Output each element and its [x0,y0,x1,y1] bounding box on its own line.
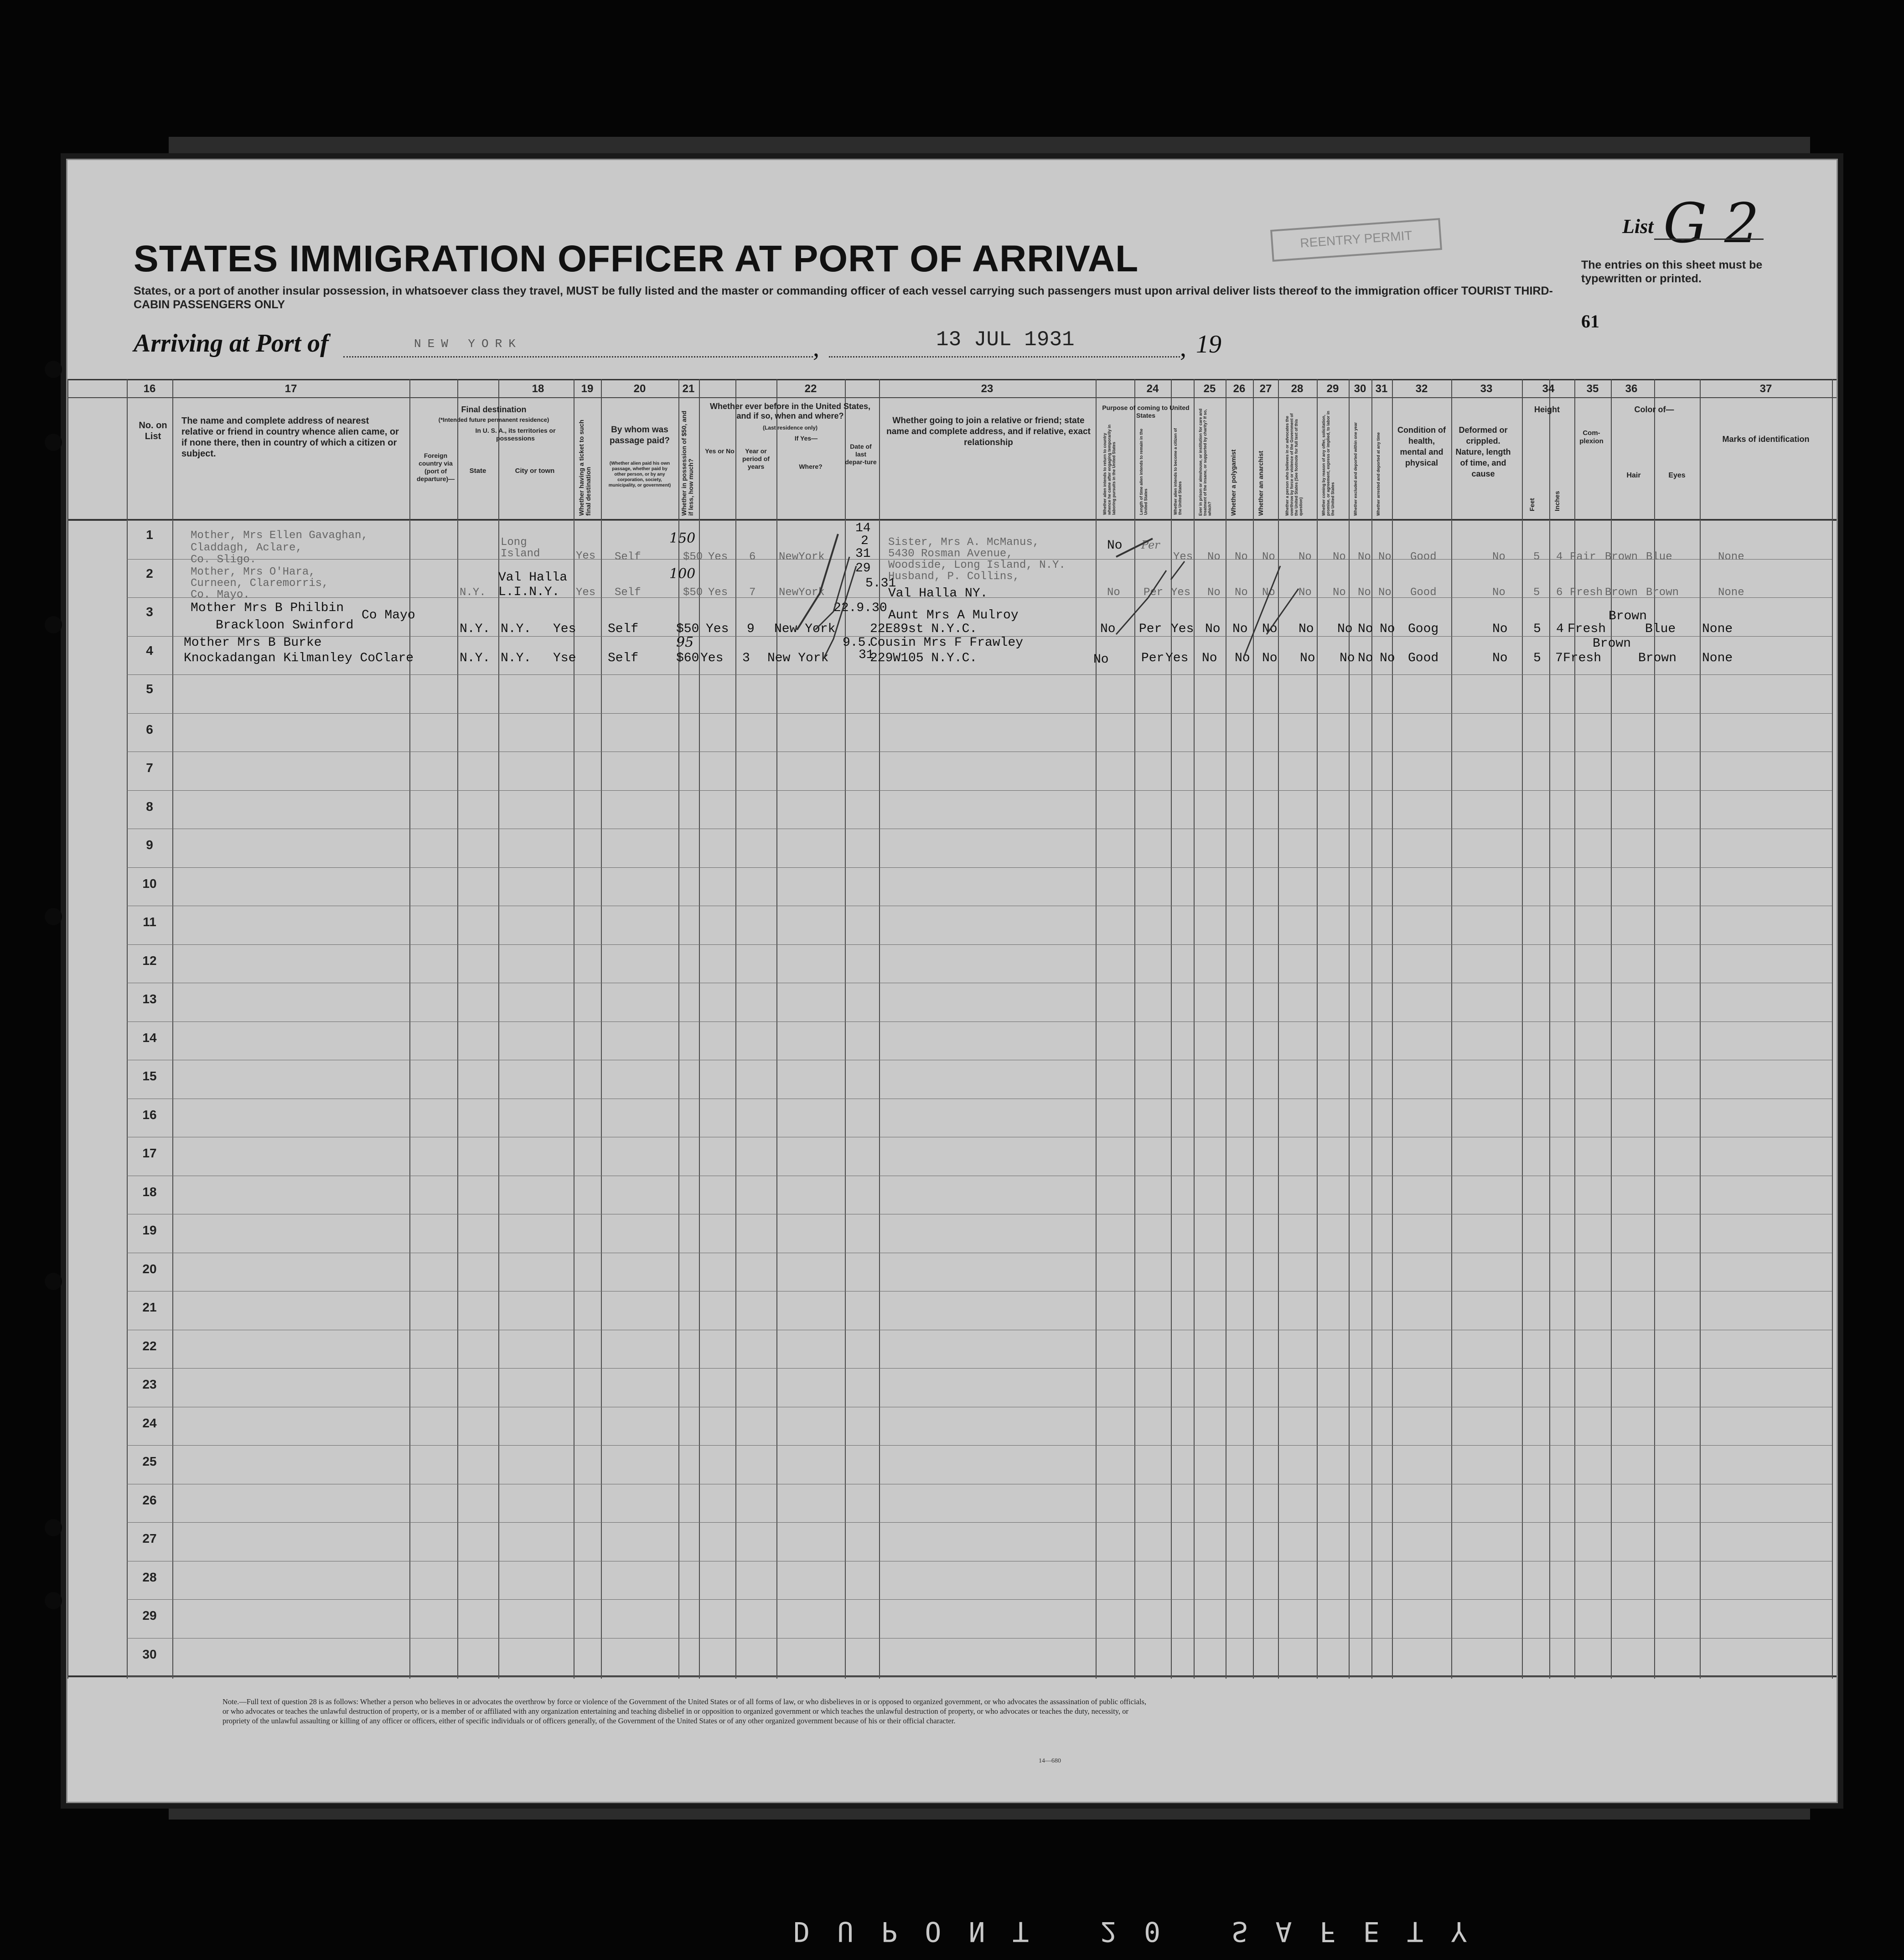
row-rule [127,1522,1832,1523]
entry-4-date-line-1: 9.5. [843,636,874,650]
row-rule [127,713,1832,714]
column-number: 34 [1542,383,1555,395]
entry-3-q30: No [1358,622,1373,636]
film-edge-text: DUPONT 20 SAFETY [793,1915,1495,1947]
entry-4-purpose-length: Per [1141,651,1164,665]
header-overthrow: Whether a person who believes in or advocates the overthrow by force or violence of the Government of the United States (See footnote for full text of this question) [1285,413,1303,516]
entry-4-before-yes: Yes [700,651,724,665]
row-rule [127,790,1832,791]
column-number: 18 [532,383,544,395]
list-label: List [1622,215,1654,238]
entry-4-eyes: Brown [1638,651,1677,665]
entry-3-inches: 4 [1556,622,1564,636]
column-number: 30 [1354,383,1366,395]
row-number: 25 [142,1454,157,1468]
entry-3-relative-line-1: Mother Mrs B Philbin [191,601,344,615]
header-years: Year or period of years [742,447,770,470]
entry-2-city-line-2: L.I.N.Y. [498,585,560,599]
column-number: 16 [143,383,156,395]
entry-2-purpose-return: No [1107,586,1120,599]
header-foreign-country: Foreign country via (port of departure)— [416,452,455,482]
entry-1-relative-line-1: Mother, Mrs Ellen Gavaghan, [191,529,368,542]
entry-1-q25: No [1207,551,1221,563]
pencil-checkmarks [788,520,1335,671]
header-polygamist: Whether a polygamist [1230,449,1237,516]
row-number: 21 [142,1300,157,1314]
header-where: Where? [799,463,823,470]
row-rule [127,944,1832,945]
entry-2-relative-line-1: Mother, Mrs O'Hara, [191,566,316,578]
entry-4-q26: No [1235,651,1250,665]
entry-4-q29: No [1340,651,1355,665]
entry-3-years: 9 [747,622,755,636]
entry-2-money-note: 100 [669,566,696,582]
entry-3-q28: No [1299,622,1314,636]
entry-1-complexion: Fair [1570,551,1596,563]
row-number: 5 [146,682,153,696]
entry-3-q26: No [1232,622,1248,636]
entry-4-purpose-return: No [1093,653,1109,667]
entry-3-marks: None [1702,622,1733,636]
entry-2-q25: No [1207,586,1221,599]
manifest-table [67,379,1837,1679]
column-number: 24 [1146,383,1159,395]
entry-1-ticket: Yes [576,550,596,562]
entry-3-deformed: No [1492,622,1508,636]
entry-4-relative-line-1: Mother Mrs B Burke [184,636,322,650]
entry-2-marks: None [1718,586,1744,599]
row-number: 23 [142,1377,157,1391]
header-inches: Inches [1553,491,1561,511]
row-number: 7 [146,761,153,775]
row-number: 14 [142,1030,157,1045]
header-complexion: Com-plexion [1579,429,1604,445]
row-rule [127,1676,1832,1677]
column-number: 19 [581,383,594,395]
entry-3-hair: Brown [1609,609,1647,623]
header-no-on-list: No. on List [139,420,167,441]
row-number: 2 [146,566,153,581]
row-number: 20 [142,1261,157,1276]
row-number: 9 [146,838,153,852]
entry-2-date-line-2: 5.31 [865,576,896,591]
row-rule [127,1599,1832,1600]
column-number: 29 [1326,383,1339,395]
row-number: 30 [142,1647,157,1661]
sheet-number: 61 [1581,311,1599,332]
entry-1-q31: No [1378,551,1392,563]
row-number: 29 [142,1608,157,1623]
list-value: G 2 [1663,192,1759,255]
manifest-sheet [66,159,1838,1803]
column-number: 26 [1233,383,1246,395]
port-name: NEW YORK [414,337,522,351]
entry-2-relative-line-3: Co. Mayo. [191,589,250,601]
column-number: 22 [804,383,817,395]
footnote-question-28: Note.—Full text of question 28 is as follows: Whether a person who believes in or advocates the overthrow by force or violence of the Government of the United States or of all forms of law, or who disbelieves in or is opposed to organized government, or who advocates the assassination of public officials, or who advocates or teaches the unlawful destruction of property, or is a member of or affiliated with any organization entertaining and teaching disbelief in or opposition to organized government or which teaches the unlawful destruction of property, or who advocates or teaches the duty, necessity, or propriety of the unlawful assaulting or killing of any officer or officers, either of specific individuals or of officers generally, of the Government of the United States or of any other organized government because of his or their official character. [222,1697,1147,1725]
entry-2-city-line-1: Val Halla [498,570,568,585]
entry-2-where: NewYork [779,586,825,599]
entry-1-join-line-3: Woodside, Long Island, N.Y. [888,559,1066,571]
column-number: 32 [1415,383,1428,395]
column-number: 37 [1759,383,1772,395]
row-number: 11 [143,915,156,929]
entry-3-q31: No [1380,622,1395,636]
entry-3-city: N.Y. [501,622,532,636]
entry-1-date-line-1: 14 [855,521,871,535]
header-purpose-citizen: Whether alien intends to become a citizen of the United States [1173,428,1182,515]
entry-2-feet: 5 [1533,586,1540,599]
entry-1-city-line-2: Island [501,548,540,560]
entry-4-purpose-citizen: Yes [1165,651,1189,665]
header-hair: Hair [1626,472,1641,479]
entry-1-q29: No [1333,551,1346,563]
row-rule [127,1445,1832,1446]
entry-4-q28: No [1300,651,1315,665]
header-ever-before-in-us: Whether ever before in the United States, and if so, when and where? [709,402,871,420]
entry-1-purpose-return: No [1107,539,1123,553]
entry-4-where: New York [767,651,829,665]
entry-3-relative-county: Co Mayo [362,608,415,622]
entry-2-q28: No [1299,586,1312,599]
entry-4-inches: 7 [1555,651,1563,665]
entry-2-ticket: Yes [576,586,596,599]
reentry-permit-stamp: REENTRY PERMIT [1270,218,1442,262]
header-date-last-departure: Date of last depar-ture [845,443,877,466]
entry-3-money-note: 95 [676,634,694,650]
row-number: 15 [142,1069,157,1083]
entry-1-q30: No [1358,551,1371,563]
binder-hole [45,361,62,378]
binder-hole [45,908,62,925]
header-deformed: Deformed or crippled. Nature, length of time, and cause [1455,425,1511,478]
row-number: 1 [146,528,153,542]
header-purpose-length: Length of time alien intends to remain in the United States [1139,428,1148,515]
entry-2-health: Good [1410,586,1437,599]
entry-4-join-line-1: Cousin Mrs F Frawley [870,636,1024,650]
entry-1-relative-line-2: Claddagh, Aclare, [191,542,302,554]
header-anarchist: Whether an anarchist [1257,451,1264,516]
header-nearest-relative: The name and complete address of nearest relative or friend in country whence alien came, or if none there, then in country of which a citizen or subject. [181,416,399,459]
arrival-date-stamp: 13 JUL 1931 [936,328,1075,352]
header-passage-note: (Whether alien paid his own passage, whether paid by other person, or by any corporation, society, municipality, or government) [608,461,671,488]
entry-1-years: 6 [749,551,756,563]
row-number: 3 [146,605,153,619]
row-number: 12 [142,953,157,968]
row-number: 13 [142,992,157,1006]
row-number: 24 [142,1416,157,1430]
entry-3-where: New York [774,622,836,636]
entry-4-date-line-2: 31 [859,648,874,662]
entry-3-paid-by: Self [608,622,639,636]
entry-3-complexion: Fresh [1568,622,1606,636]
entry-3-q25: No [1205,622,1221,636]
entry-1-date-line-3: 31 [855,547,871,561]
row-number: 8 [146,799,153,814]
header-state: State [469,467,486,475]
entry-2-deformed: No [1492,586,1506,599]
header-yes-or-no: Yes or No [705,447,735,455]
entry-3-date: 22.9.30 [833,601,887,615]
entry-1-q28: No [1299,551,1312,563]
entry-4-feet: 5 [1533,651,1541,665]
header-prison: Ever in prison or almshouse, or institution for care and treatment of the insane, or supported by charity? If so, which? [1198,408,1212,516]
entry-2-years: 7 [749,586,756,599]
list-underline [1654,239,1764,240]
header-eyes: Eyes [1668,472,1686,479]
entry-4-paid-by: Self [608,651,639,665]
year-prefix: 19 [1196,330,1221,358]
column-number: 36 [1625,383,1638,395]
arriving-label: Arriving at Port of [134,329,329,358]
comma: , [813,334,819,362]
entry-1-health: Good [1410,551,1437,563]
entry-4-marks: None [1702,651,1733,665]
entry-3-purpose-length: Per [1139,622,1162,636]
entry-1-city-line-1: Long [501,536,527,549]
entry-1-feet: 5 [1533,551,1540,563]
entry-1-q27: No [1262,551,1275,563]
entry-4-years: 3 [742,651,750,665]
entry-3-join-line-1: Aunt Mrs A Mulroy [888,608,1019,622]
column-rule [67,379,68,1679]
column-number: 27 [1259,383,1272,395]
entry-4-join-line-2: 229W105 N.Y.C. [870,651,978,665]
column-number: 23 [981,383,993,395]
entry-2-relative-line-2: Curneen, Claremorris, [191,577,329,590]
entry-4-relative-line-2: Knockadangan Kilmanley CoClare [184,651,414,665]
entry-1-marks: None [1718,551,1744,563]
row-rule [127,1021,1832,1022]
entry-4-city: N.Y. [501,651,532,665]
header-health: Condition of health, mental and physical [1397,425,1446,467]
entry-2-hair: Brown [1605,586,1638,599]
row-number: 19 [142,1223,157,1237]
entry-2-q30: No [1358,586,1371,599]
entry-1-join-line-1: Sister, Mrs A. McManus, [888,536,1040,549]
entry-3-money: $50 [676,622,699,636]
entry-1-inches: 4 [1556,551,1563,563]
entry-4-state: N.Y. [460,651,491,665]
column-number: 28 [1291,383,1304,395]
binder-hole [45,434,62,451]
entry-2-join-line-1: Husband, P. Collins, [888,570,1020,583]
entry-2-q29: No [1333,586,1346,599]
row-rule [127,1368,1832,1369]
row-rule [127,867,1832,868]
header-final-destination-note: (*Intended future permanent residence) [438,416,549,423]
entry-3-join-line-2: 22E89st N.Y.C. [870,622,978,636]
row-number: 26 [142,1493,157,1507]
header-purpose-return: Whether alien intends to return to country whence he came after engaging temporarily in laboring pursuits in the United States [1102,424,1116,515]
column-number: 31 [1375,383,1388,395]
entry-2-eyes: Brown [1646,586,1679,599]
header-excluded: Whether excluded and deported within one year [1353,422,1358,516]
column-number: 21 [682,383,695,395]
header-last-residence: (Last residence only) [762,425,818,431]
binder-hole [45,1519,62,1536]
row-number: 22 [142,1338,157,1353]
entry-1-relative-line-3: Co. Sligo. [191,554,257,566]
header-offer-to-labor: Whether coming by reason of any offer, solicitation, promise, or agreement, express or implied, to labor in the United States [1321,410,1335,516]
entry-1-where: NewYork [779,551,825,563]
header-ticket: Whether having a ticket to such final destination [578,420,592,516]
entries-note: The entries on this sheet must be typewritten or printed. [1581,259,1763,285]
entry-1-hair: Brown [1605,551,1638,563]
entry-1-q26: No [1235,551,1248,563]
header-purpose: Purpose of coming to United States [1102,404,1190,419]
entry-3-purpose-return: No [1100,622,1116,636]
column-number: 35 [1586,383,1599,395]
entry-4-money: $60 [676,651,699,665]
entry-2-before-yes: Yes [708,586,728,599]
page-title: STATES IMMIGRATION OFFICER AT PORT OF ARRIVAL [134,238,1139,280]
entry-4-q25: No [1202,651,1217,665]
entry-2-join-line-2: Val Halla NY. [888,586,988,601]
entry-1-purpose-length: Per [1141,539,1160,551]
binder-hole [45,616,62,633]
header-join-relative: Whether going to join a relative or friend; state name and complete address, and if relative, exact relationship [886,416,1091,447]
header-if-yes: If Yes— [794,435,818,442]
entry-2-inches: 6 [1556,586,1563,599]
entry-2-money: $50 [683,586,703,599]
form-code: 14—680 [1039,1758,1061,1764]
entry-1-join-line-2: 5430 Rosman Avenue, [888,548,1013,560]
entry-4-complexion: Fresh [1563,651,1602,665]
entry-1-date-line-2: 2 [861,534,869,548]
row-rule [127,674,1832,675]
header-marks: Marks of identification [1722,435,1810,444]
entry-2-complexion: Fresh [1570,586,1603,599]
row-number: 17 [142,1146,157,1160]
entry-4-ticket: Yse [553,651,576,665]
header-color-of: Color of— [1634,405,1674,414]
table-top-rule [67,379,1837,380]
header-final-destination: Final destination [461,405,527,414]
row-number: 16 [142,1107,157,1122]
header-feet: Feet [1528,498,1536,511]
header-city: City or town [515,467,555,475]
entry-4-health: Good [1408,651,1439,665]
header-passage-paid: By whom was passage paid? [610,425,670,446]
entry-2-q26: No [1235,586,1248,599]
entry-2-paid-by: Self [615,586,641,599]
entry-4-q27: No [1262,651,1278,665]
entry-3-purpose-citizen: Yes [1171,622,1194,636]
page-subtitle: States, or a port of another insular possession, in whatsoever class they travel, MUST be fully listed and the master or commanding officer of each vessel carrying such passengers must upon arrival deliver lists thereof to the immigration officer TOURIST THIRD-CABIN PASSENGERS ONLY [134,285,1553,311]
comma: , [1180,334,1186,362]
column-number: 17 [285,383,297,395]
entry-1-deformed: No [1492,551,1506,563]
entry-3-q27: No [1262,622,1278,636]
entry-2-purpose-citizen: Yes [1171,586,1191,599]
column-number: 33 [1480,383,1493,395]
entry-1-eyes: Blue [1646,551,1672,563]
row-number: 28 [142,1570,157,1584]
entry-1-purpose-citizen: Yes [1173,551,1193,563]
entry-2-state: N.Y. [460,586,486,599]
binder-hole [45,1592,62,1609]
entry-3-relative-line-2: Brackloon Swinford [216,618,354,633]
entry-4-q30: No [1358,651,1373,665]
entry-4-hair: Brown [1593,637,1631,651]
entry-4-q31: No [1380,651,1395,665]
port-dotted-line [343,356,813,358]
header-arrested: Whether arrested and deported at any time [1376,432,1381,516]
column-number: 20 [633,383,646,395]
entry-3-ticket: Yes [553,622,576,636]
binder-hole [45,1273,62,1290]
date-dotted-line [829,356,1180,358]
entry-2-q27: No [1262,586,1275,599]
row-number: 6 [146,722,153,736]
entry-1-money: $50 [683,551,703,563]
entry-3-eyes: Blue [1645,622,1676,636]
entry-4-deformed: No [1492,651,1508,665]
row-number: 27 [142,1531,157,1545]
entry-3-health: Goog [1408,622,1439,636]
entry-3-state: N.Y. [460,622,491,636]
entry-3-feet: 5 [1533,622,1541,636]
entry-1-before-yes: Yes [708,551,728,563]
column-number: 25 [1203,383,1216,395]
column-number-rule [67,397,1837,398]
entry-1-paid-by: Self [615,551,641,563]
entry-2-date-line-1: 29 [855,561,871,576]
column-rule [1832,379,1833,1679]
entry-2-purpose-length: Per [1143,586,1164,599]
row-number: 10 [142,876,157,891]
entry-1-money-note: 150 [669,530,696,546]
header-in-usa: In U. S. A., its territories or possessions [475,427,556,442]
header-height: Height [1534,405,1560,414]
row-number: 18 [142,1184,157,1199]
row-rule [127,1638,1832,1639]
entry-3-q29: No [1337,622,1353,636]
row-number: 4 [146,643,153,658]
entry-3-before-yes: Yes [706,622,729,636]
header-fifty-dollars: Whether in possession of $50, and if less, how much? [680,410,694,516]
entry-2-q31: No [1378,586,1392,599]
